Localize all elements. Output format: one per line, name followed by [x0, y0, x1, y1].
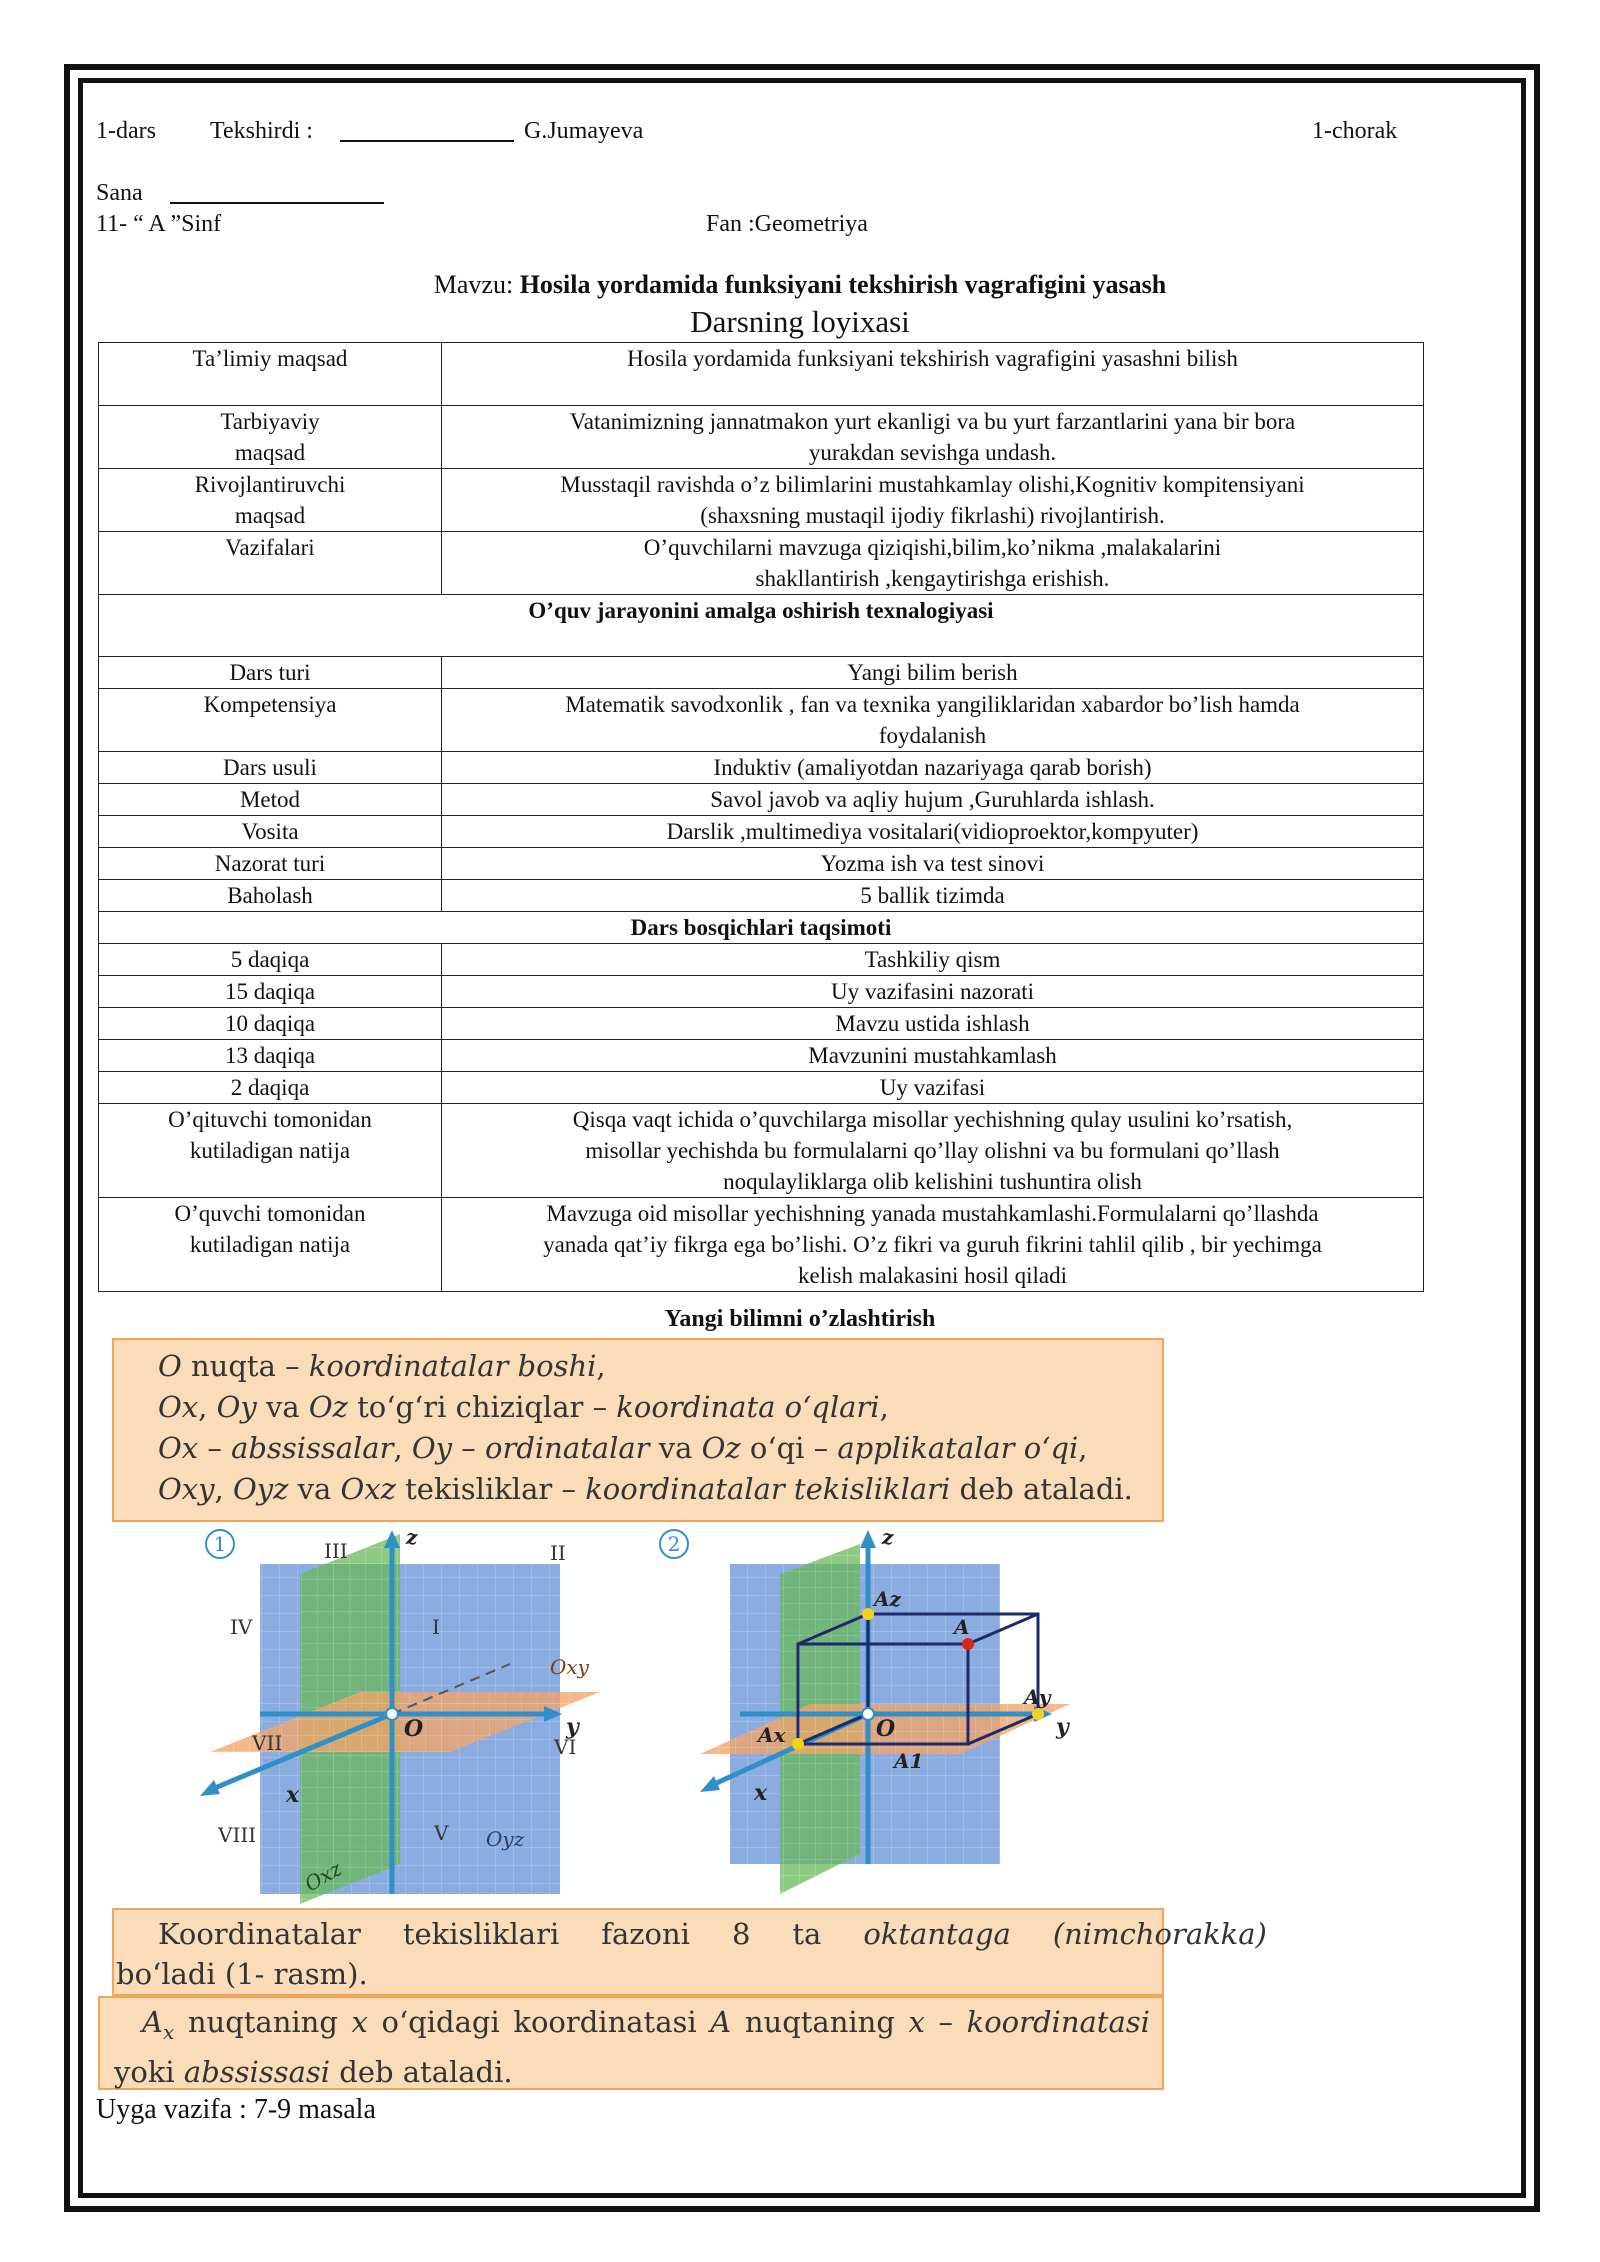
definition-text: ,: [596, 1349, 606, 1383]
row-value: [442, 816, 1424, 848]
row-value-line: foydalanish: [878, 723, 987, 748]
row-value-line: Qisqa vaqt ichida o’quvchilarga misollar yechishning qulay usulini ko’rsatish,: [572, 1107, 1293, 1132]
octant-i: I: [432, 1615, 440, 1639]
abscissa-note-word: A: [710, 2005, 732, 2039]
plane-oyz-label: Oyz: [486, 1827, 525, 1851]
row-value-line: noqulayliklarga olib kelishini tushuntira olish: [723, 1169, 1142, 1194]
origin-point: [386, 1708, 398, 1720]
row-label: [99, 657, 442, 689]
point-ax-term: $A_x$: [142, 2005, 175, 2044]
octant-viii: VIII: [218, 1823, 257, 1847]
abscissa-note-word: nuqtaning: [744, 2005, 895, 2039]
tech-row: [99, 689, 1424, 752]
definition-text: Oxy: [158, 1472, 215, 1506]
row-label-line: 13 daqiqa: [224, 1043, 316, 1068]
tech-row: [99, 752, 1424, 784]
row-value: [442, 1040, 1424, 1072]
row-label-line: 2 daqiqa: [230, 1075, 310, 1100]
row-value: [442, 944, 1424, 976]
x-label: x: [754, 1780, 768, 1806]
row-value: [442, 1198, 1424, 1292]
definition-line: [158, 1346, 1162, 1387]
plane-oxz-label: Oxz: [300, 1856, 346, 1897]
row-label-line: Tarbiyaviy: [220, 409, 320, 434]
stages-heading-row: [99, 912, 1424, 944]
row-value-line: Matematik savodxonlik , fan va texnika yangiliklaridan xabardor bo’lish hamda: [565, 692, 1300, 717]
date-blank: [170, 180, 384, 204]
row-value: [442, 848, 1424, 880]
row-label: [99, 1198, 442, 1292]
origin-point: [862, 1708, 874, 1720]
row-value-line: Savol javob va aqliy hujum ,Guruhlarda ishlash.: [710, 787, 1155, 812]
stage-row: [99, 1040, 1424, 1072]
row-value: [442, 657, 1424, 689]
x-axis-arrow: [700, 1776, 720, 1792]
octant-v: V: [434, 1821, 449, 1845]
octants-note-line2: bo‘ladi (1- rasm).: [116, 1957, 368, 1991]
definition-text: –: [452, 1431, 485, 1465]
definition-line: [158, 1428, 1162, 1469]
row-label-line: O’qituvchi tomonidan: [168, 1107, 372, 1132]
topic-label: Mavzu:: [433, 270, 514, 299]
origin-label: O: [404, 1716, 424, 1742]
row-value-line: 5 ballik tizimda: [860, 883, 1005, 908]
definition-text: to‘g‘ri chiziqlar –: [347, 1390, 617, 1424]
row-label-line: 10 daqiqa: [224, 1011, 316, 1036]
row-value-line: misollar yechishda bu formulalarni qo’llay olishni va bu formulani qo’llash: [585, 1138, 1280, 1163]
row-label-line: kutiladigan natija: [189, 1138, 351, 1163]
row-value-line: Yozma ish va test sinovi: [820, 851, 1045, 876]
octant-vii: VII: [252, 1731, 283, 1755]
row-label-line: 15 daqiqa: [224, 979, 316, 1004]
row-value-line: Hosila yordamida funksiyani tekshirish vagrafigini yasashni bilish: [627, 346, 1238, 371]
octants-figure: [190, 1524, 630, 1914]
origin-label: O: [876, 1716, 896, 1742]
row-label: [99, 816, 442, 848]
abscissa-note-word: nuqtaning: [187, 2005, 338, 2039]
row-value: [442, 469, 1424, 532]
y-label: y: [1056, 1714, 1069, 1740]
row-value-line: O’quvchilarni mavzuga qiziqishi,bilim,ko’nikma ,malakalarini: [643, 535, 1222, 560]
row-label-line: Kompetensiya: [203, 692, 337, 717]
definition-text: ,: [393, 1431, 412, 1465]
abscissa-note-text: deb ataladi.: [330, 2054, 513, 2089]
homework: Uyga vazifa : 7-9 masala: [96, 2094, 376, 2125]
stage-row: [99, 944, 1424, 976]
octants-note-word: ta: [792, 1917, 822, 1951]
octant-iii: III: [324, 1539, 348, 1563]
row-label: [99, 1104, 442, 1198]
row-label: [99, 784, 442, 816]
row-value: [442, 976, 1424, 1008]
row-value-line: yanada qat’iy fikrga ega bo’lishi. O’z fikri va guruh fikrini tahlil qilib , bir yechimga: [543, 1232, 1322, 1257]
tech-row: [99, 880, 1424, 912]
row-label: [99, 976, 442, 1008]
abscissa-note-word: o‘qidagi: [381, 2005, 500, 2039]
row-value-line: Mavzu ustida ishlash: [835, 1011, 1030, 1036]
goal-row: [99, 532, 1424, 595]
row-value-line: (shaxsning mustaqil ijodiy fikrlashi) rivojlantirish.: [700, 503, 1165, 528]
point-coordinates-figure: [640, 1524, 1100, 1914]
definition-text: O: [158, 1349, 182, 1383]
point-ay: [1032, 1708, 1044, 1720]
goal-row: [99, 343, 1424, 406]
octants-note-word: Koordinatalar: [158, 1917, 361, 1951]
row-value: [442, 1072, 1424, 1104]
point-a: [962, 1638, 974, 1650]
row-label: [99, 1040, 442, 1072]
definition-text: nuqta –: [181, 1349, 309, 1383]
row-label-line: maqsad: [234, 503, 306, 528]
goal-row: [99, 406, 1424, 469]
abscissa-note-word: x: [908, 2005, 925, 2039]
z-label: z: [406, 1525, 418, 1549]
definition-text: abssissalar: [231, 1431, 394, 1465]
point-az: [862, 1608, 874, 1620]
row-label: [99, 343, 442, 406]
row-label: [99, 689, 442, 752]
tech-row: [99, 784, 1424, 816]
row-value: [442, 1008, 1424, 1040]
plan-title: Darsning loyixasi: [690, 304, 910, 339]
row-value: [442, 532, 1424, 595]
row-value-line: shakllantirish ,kengaytirishga erishish.: [755, 566, 1110, 591]
definition-text: ,: [1078, 1431, 1088, 1465]
octants-note: [112, 1908, 1267, 1996]
row-value-line: Tashkiliy qism: [864, 947, 1001, 972]
topic-title: Hosila yordamida funksiyani tekshirish vagrafigini yasash: [519, 270, 1167, 299]
definition-text: Oy: [411, 1431, 453, 1465]
row-label: [99, 1008, 442, 1040]
tech-row: [99, 657, 1424, 689]
tech-row: [99, 848, 1424, 880]
abscissa-note-text: yoki: [114, 2054, 184, 2089]
row-value-line: Vatanimizning jannatmakon yurt ekanligi va bu yurt farzantlarini yana bir bora: [569, 409, 1296, 434]
row-label-line: Dars turi: [229, 660, 311, 685]
tech-row: [99, 816, 1424, 848]
abscissa-note-word: –: [938, 2005, 954, 2039]
point-a1-label: A1: [894, 1749, 924, 1773]
abscissa-note: [98, 1996, 1164, 2090]
row-value-line: Mavzuga oid misollar yechishning yanada mustahkamlashi.Formulalarni qo’llashda: [546, 1201, 1319, 1226]
point-ax-label: Ax: [758, 1723, 786, 1747]
quarter: 1-chorak: [1312, 118, 1398, 144]
point-ay-label: Ay: [1024, 1685, 1051, 1709]
stages-heading-row-cell: Dars bosqichlari taqsimoti: [99, 912, 1424, 944]
row-value-line: Darslik ,multimediya vositalari(vidioproektor,kompyuter): [666, 819, 1199, 844]
class-name: 11- “ A ”Sinf: [96, 211, 222, 237]
row-label-line: Rivojlantiruvchi: [194, 472, 346, 497]
row-label-line: 5 daqiqa: [230, 947, 310, 972]
row-value: [442, 406, 1424, 469]
row-value-line: Induktiv (amaliyotdan nazariyaga qarab borish): [713, 755, 1152, 780]
row-label-line: Vazifalari: [225, 535, 315, 560]
stage-row: [99, 1072, 1424, 1104]
stage-row: [99, 976, 1424, 1008]
definition-text: va: [256, 1390, 309, 1424]
row-value-line: Mavzunini mustahkamlash: [808, 1043, 1057, 1068]
row-label-line: maqsad: [234, 440, 306, 465]
row-value: [442, 752, 1424, 784]
row-value-line: Yangi bilim berish: [847, 660, 1018, 685]
row-label-line: Nazorat turi: [214, 851, 326, 876]
abscissa-note-text: abssissasi: [183, 2054, 331, 2089]
row-label: [99, 848, 442, 880]
definition-text: Oy: [216, 1390, 257, 1424]
abscissa-note-word: koordinatasi: [513, 2005, 697, 2039]
row-label-line: kutiladigan natija: [189, 1232, 351, 1257]
row-value-line: Musstaqil ravishda o’z bilimlarini mustahkamlay olishi,Kognitiv kompitensiyani: [560, 472, 1305, 497]
row-label-line: O’quvchi tomonidan: [174, 1201, 366, 1226]
row-value: [442, 343, 1424, 406]
row-value-line: Uy vazifasini nazorati: [830, 979, 1035, 1004]
definition-text: koordinatalar boshi: [308, 1349, 597, 1383]
row-label: [99, 406, 442, 469]
octants-note-word: (nimchorakka): [1052, 1917, 1267, 1951]
definition-text: ordinatalar: [485, 1431, 650, 1465]
definition-text: Oz: [308, 1390, 348, 1424]
row-label: [99, 880, 442, 912]
definition-text: tekisliklar –: [395, 1472, 586, 1506]
row-label: [99, 944, 442, 976]
definition-text: –: [198, 1431, 232, 1465]
stage-row: [99, 1104, 1424, 1198]
z-axis-arrow: [860, 1530, 876, 1548]
definition-text: va: [288, 1472, 341, 1506]
lesson-number: 1-dars: [96, 118, 156, 144]
row-label-line: Metod: [239, 787, 301, 812]
abscissa-note-word: x: [351, 2005, 368, 2039]
octant-vi: VI: [554, 1735, 577, 1759]
checked-by-label: Tekshirdi :: [210, 118, 313, 144]
definition-text: koordinata o‘qlari: [616, 1390, 880, 1424]
row-value-line: kelish malakasini hosil qiladi: [798, 1263, 1067, 1288]
row-label: [99, 752, 442, 784]
definition-text: ,: [214, 1472, 233, 1506]
definition-text: Oz: [701, 1431, 741, 1465]
date-label: Sana: [96, 180, 143, 206]
definition-text: o‘qi –: [740, 1431, 838, 1465]
octants-note-word: oktantaga: [863, 1917, 1011, 1951]
point-az-label: Az: [874, 1587, 901, 1611]
row-value-line: Uy vazifasi: [879, 1075, 986, 1100]
z-label: z: [882, 1525, 894, 1549]
definition-text: Oyz: [232, 1472, 289, 1506]
definition-line: [158, 1387, 1162, 1428]
point-a-label: A: [954, 1615, 970, 1639]
row-label: [99, 532, 442, 595]
definition-text: deb ataladi.: [950, 1472, 1133, 1506]
tech-heading-row: [99, 595, 1424, 657]
definition-text: va: [649, 1431, 702, 1465]
definitions-note: [112, 1338, 1164, 1522]
lesson-plan-table: [98, 342, 1424, 1292]
row-label-line: Vosita: [241, 819, 299, 844]
row-value: [442, 689, 1424, 752]
teacher-name: G.Jumayeva: [524, 118, 644, 144]
goal-row: [99, 469, 1424, 532]
stage-row: [99, 1008, 1424, 1040]
plane-oxy-label: Oxy: [550, 1655, 589, 1679]
octant-ii: II: [550, 1541, 566, 1565]
definition-text: ,: [198, 1390, 217, 1424]
octants-note-word: 8: [731, 1917, 751, 1951]
row-label: [99, 1072, 442, 1104]
subject: Fan :Geometriya: [706, 211, 868, 237]
figure-number: 2: [667, 1532, 681, 1556]
row-label-line: Dars usuli: [223, 755, 317, 780]
octants-note-word: fazoni: [601, 1917, 690, 1951]
row-label-line: Baholash: [227, 883, 313, 908]
octants-note-word: tekisliklari: [402, 1917, 560, 1951]
row-value: [442, 880, 1424, 912]
checked-by-blank: [340, 118, 514, 142]
row-label-line: Ta’limiy maqsad: [192, 346, 348, 371]
row-value: [442, 784, 1424, 816]
row-label: [99, 469, 442, 532]
new-knowledge-heading: Yangi bilimni o’zlashtirish: [664, 1306, 936, 1332]
point-ax: [792, 1738, 804, 1750]
x-axis-arrow: [200, 1780, 220, 1796]
lesson-topic: [0, 270, 1600, 300]
definition-text: Ox: [158, 1431, 199, 1465]
x-label: x: [286, 1782, 300, 1808]
definition-text: ,: [879, 1390, 889, 1424]
definition-text: koordinatalar tekisliklari: [585, 1472, 951, 1506]
row-value-line: yurakdan sevishga undash.: [808, 440, 1057, 465]
definition-text: Ox: [158, 1390, 199, 1424]
tech-heading-row-cell: O’quv jarayonini amalga oshirish texnalogiyasi: [99, 595, 1424, 657]
octant-iv: IV: [230, 1615, 253, 1639]
figure-number: 1: [213, 1532, 227, 1556]
abscissa-note-word: koordinatasi: [966, 2005, 1150, 2039]
stage-row: [99, 1198, 1424, 1292]
row-value: [442, 1104, 1424, 1198]
definition-text: applikatalar o‘qi: [837, 1431, 1079, 1465]
y-label: y: [566, 1714, 579, 1740]
definition-line: [158, 1469, 1162, 1510]
definition-text: Oxz: [340, 1472, 396, 1506]
